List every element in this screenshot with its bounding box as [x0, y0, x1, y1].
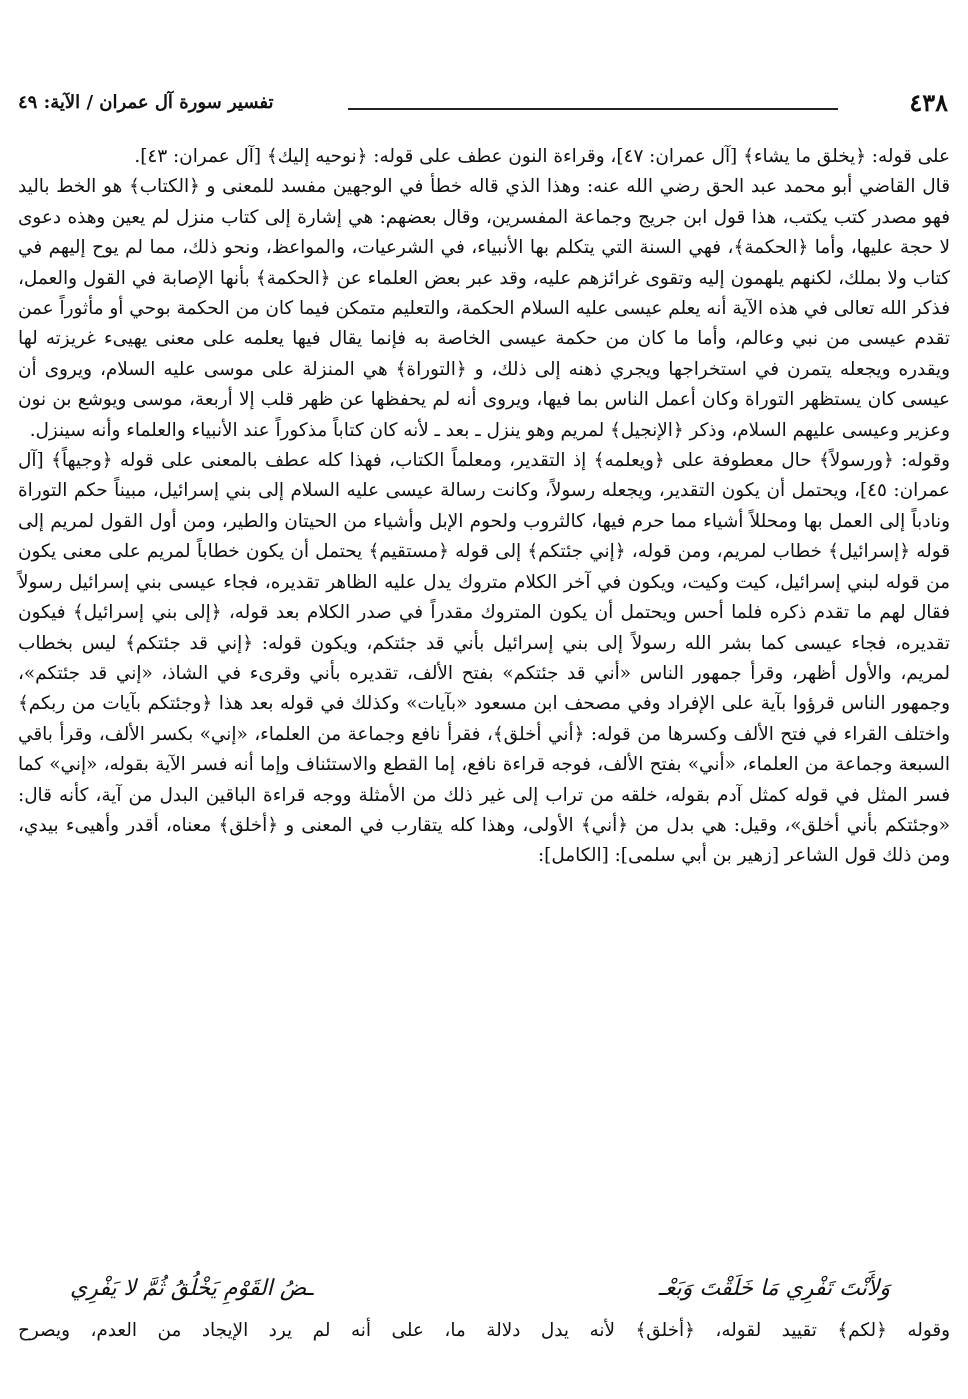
page-number: ٤٣٨ [909, 88, 948, 117]
paragraph-3: وقوله: ﴿ورسولاً﴾ حال معطوفة على ﴿ويعلمه﴾ إذ التقدير، ومعلماً الكتاب، فهذا كله عطف بالمعنى على قوله ﴿وجيهاً﴾ [آل عمران: ٤٥]، ويحتمل أن يكون التقدير، ويجعله رسولاً، وكانت رسالة عيسى عليه السلام إلى بني إسرائيل، مبيناً حكم التوراة ونادباً إلى العمل بها ومحللاً أشياء مما حرم فيها، كالثروب ولحوم الإبل وأشياء من الحيتان والطير، ومن أول القول لمريم إلى قوله ﴿إسرائيل﴾ خطاب لمريم، ومن قوله، ﴿إني جئتكم﴾ إلى قوله ﴿مستقيم﴾ يحتمل أن يكون خطاباً لمريم على معنى يكون من قوله لبني إسرائيل، كيت وكيت، ويكون في آخر الكلام متروك يدل عليه الظاهر تقديره، فجاء عيسى بني إسرائيل رسولاً فقال لهم ما تقدم ذكره فلما أحس ويحتمل أن يكون المتروك مقدراً في صدر الكلام بعد قوله، ﴿إلى بني إسرائيل﴾ فيكون تقديره، فجاء عيسى كما بشر الله رسولاً إلى بني إسرائيل بأني قد جئتكم، ويكون قوله: ﴿إني قد جئتكم﴾ ليس بخطاب لمريم، والأول أظهر، وقرأ جمهور الناس «أني قد جئتكم» بفتح الألف، تقديره بأني وقرىء في الشاذ، «إني قد جئتكم»، وجمهور الناس قرؤوا بآية على الإفراد وفي مصحف ابن مسعود «بآيات» وكذلك في قوله بعد هذا ﴿وجئتكم بآيات من ربكم﴾ واختلف القراء في فتح الألف وكسرها من قوله: ﴿أني أخلق﴾، فقرأ نافع وجماعة من العلماء، «إني» بكسر الألف، وقرأ باقي السبعة وجماعة من العلماء، «أني» بفتح الألف، فوجه قراءة نافع، إما القطع والاستئناف وإما أنه فسر الآية بقوله، «إني» كما فسر المثل في قوله كمثل آدم بقوله، خلقه من تراب إلى غير ذلك من الأمثلة ووجه قراءة الباقين البدل من آية، كأنه قال: «وجئتكم بأني أخلق»، وقيل: هي بدل من ﴿أني﴾ الأولى، وهذا كله يتقارب في المعنى و ﴿أخلق﴾ معناه، أقدر وأهيىء بيدي، ومن ذلك قول الشاعر [زهير بن أبي سلمى]: [الكامل]: [18, 450, 950, 867]
body-text [18, 142, 950, 872]
header-rule [348, 108, 838, 110]
paragraph-1: على قوله: ﴿يخلق ما يشاء﴾ [آل عمران: ٤٧]، وقراءة النون عطف على قوله: ﴿نوحيه إليك﴾ [آل عمران: ٤٣]. [134, 146, 950, 167]
running-title: تفسير سورة آل عمران / الآية: ٤٩ [18, 92, 274, 113]
poem-second-hemistich: ـضُ القَوْمِ يَخْلُقُ ثُمَّ لا يَفْرِي [70, 1276, 314, 1301]
paragraph-4: وقوله ﴿لكم﴾ تقييد لقوله، ﴿أخلق﴾ لأنه يدل دلالة ما، على أنه لم يرد الإيجاد من العدم، ويصرح [18, 1320, 950, 1341]
page-header [18, 84, 948, 118]
paragraph-2: قال القاضي أبو محمد عبد الحق رضي الله عنه: وهذا الذي قاله خطأ في الوجهين مفسد للمعنى و ﴿الكتاب﴾ هو الخط باليد فهو مصدر كتب يكتب، هذا قول ابن جريج وجماعة المفسرين، وقال بعضهم: هي إشارة إلى كتاب منزل لم يعين وهذه دعوى لا حجة عليها، وأما ﴿الحكمة﴾، فهي السنة التي يتكلم بها الأنبياء، في الشرعيات، والمواعظ، ونحو ذلك، مما لم يوح إليهم في كتاب ولا بملك، لكنهم يلهمون إليه وتقوى غرائزهم عليه، وقد عبر بعض العلماء عن ﴿الحكمة﴾ بأنها الإصابة في القول والعمل، فذكر الله تعالى في هذه الآية أنه يعلم عيسى عليه السلام الحكمة، والتعليم متمكن فيما كان من الحكمة بوحي أو مأثوراً عمن تقدم عيسى من نبي وعالم، وأما ما كان من حكمة عيسى الخاصة به فإنما يقال فيها يعلمه على معنى يهيىء غريزته لها ويقدره ويجعله يتمرن في استخراجها ويجري ذهنه إلى ذلك، و ﴿التوراة﴾ هي المنزلة على موسى عليه السلام، ويروى أن عيسى كان يستظهر التوراة وكان أعمل الناس بما فيها، ويروى أنه لم يحفظها عن ظهر قلب إلا أربعة، موسى ويوشع بن نون وعزير وعيسى عليهم السلام، وذكر ﴿الإنجيل﴾ لمريم وهو ينزل ـ بعد ـ لأنه كان كتاباً مذكوراً عند الأنبياء والعلماء وأنه سينزل. [18, 176, 950, 441]
poem-verse [70, 1276, 890, 1310]
poem-first-hemistich: وَلأَنْتَ تَفْرِي مَا خَلَقْتَ وَبَعْـ [658, 1276, 890, 1301]
